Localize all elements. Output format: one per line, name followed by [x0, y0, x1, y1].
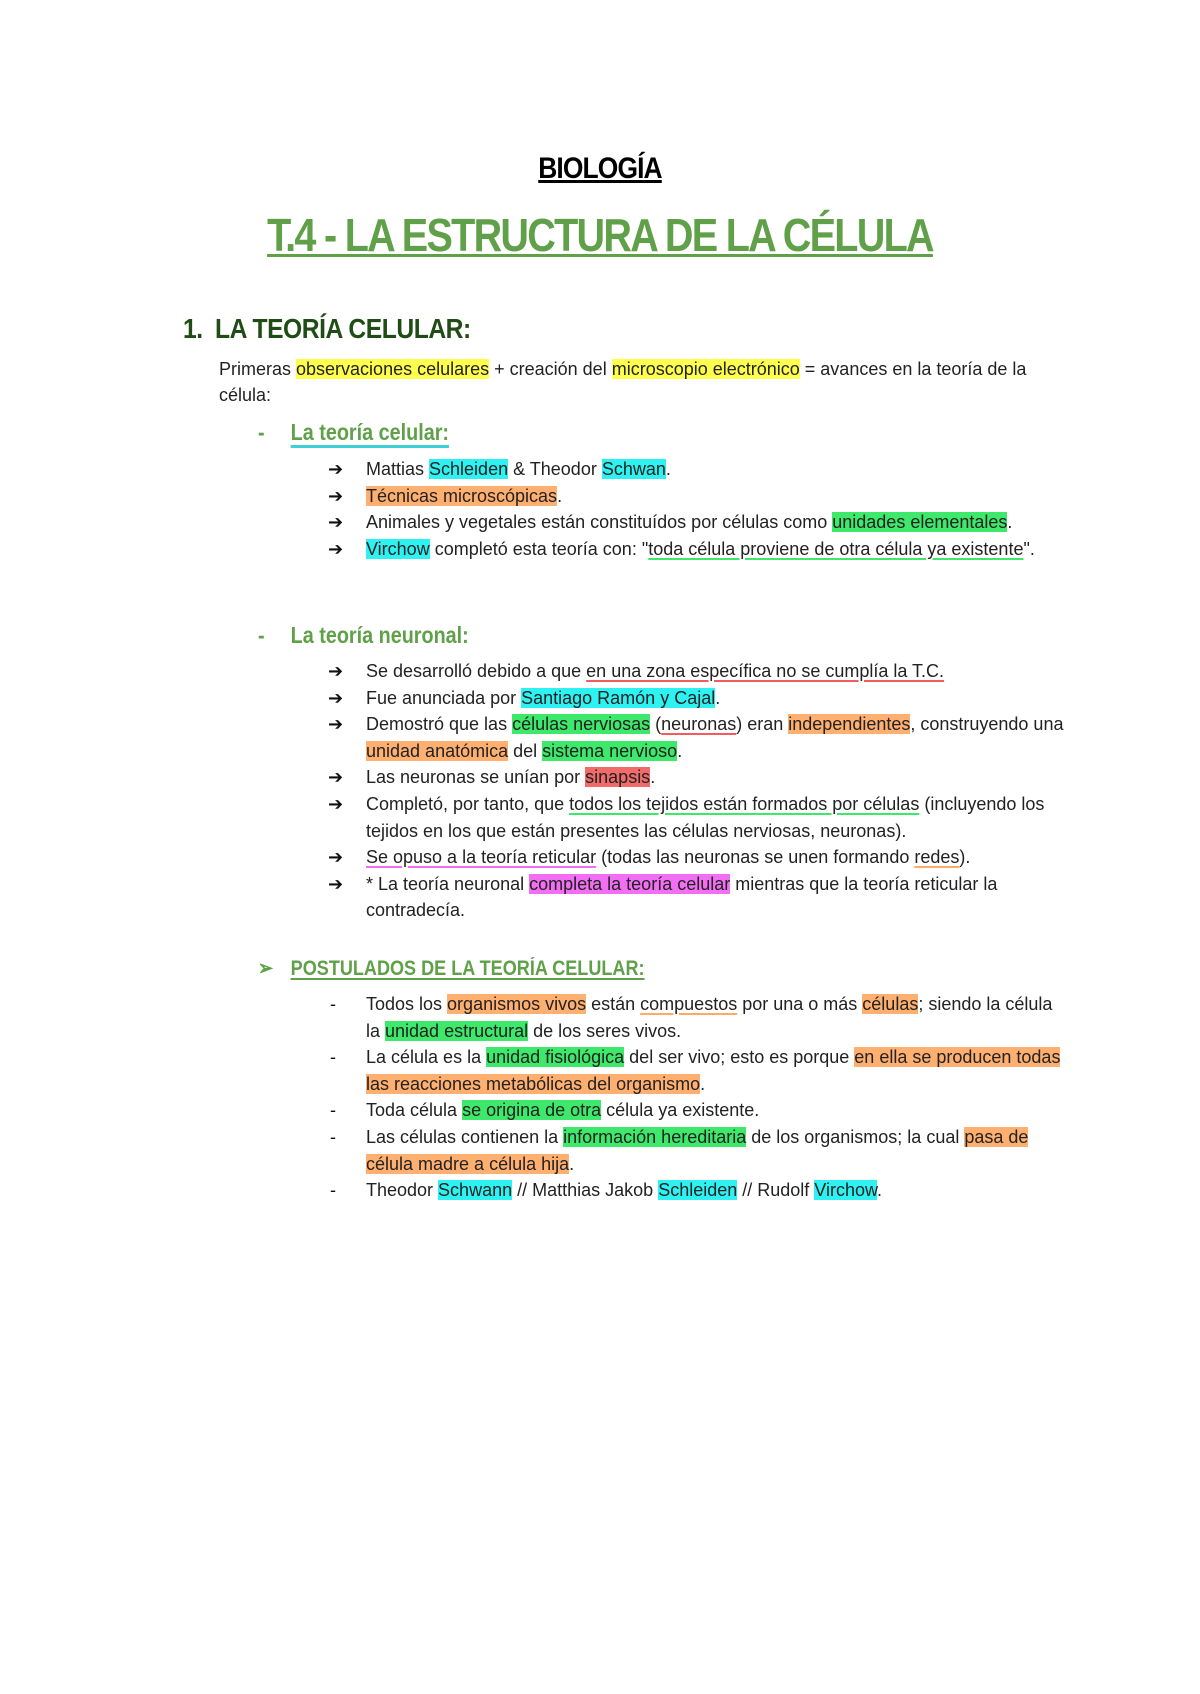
list-item: ➔ Fue anunciada por Santiago Ramón y Cajal. — [328, 685, 1068, 712]
list-item: ➔ Demostró que las células nerviosas (neuronas) eran independientes, construyendo una unidad anatómica del sistema nervioso. — [328, 711, 1068, 764]
arrow-bullet-icon: ➔ — [328, 459, 344, 479]
list-item: - La célula es la unidad fisiológica del ser vivo; esto es porque en ella se producen todas las reacciones metabólicas del organismo. — [328, 1044, 1068, 1097]
list-item: ➔ Se opuso a la teoría reticular (todas las neuronas se unen formando redes). — [328, 844, 1068, 871]
list-teoria-neuronal — [328, 658, 1068, 924]
arrow-bullet-icon: ➔ — [328, 847, 344, 868]
list-item: - Todos los organismos vivos están compuestos por una o más células; siendo la célula la unidad estructural de los seres vivos. — [328, 991, 1068, 1044]
list-postulados — [328, 991, 1068, 1204]
arrow-bullet-icon: ➔ — [328, 538, 344, 559]
list-item: - Theodor Schwann // Matthias Jakob Schleiden // Rudolf Virchow. — [328, 1177, 1068, 1204]
arrow-bullet-icon: ➔ — [328, 714, 344, 735]
arrow-bullet-icon: ➔ — [328, 512, 344, 533]
dash-bullet: - — [330, 1100, 336, 1121]
section-number: 1. — [183, 313, 203, 344]
arrow-bullet-icon: ➔ — [328, 873, 344, 894]
list-item: ➔ Técnicas microscópicas. — [328, 483, 1068, 510]
list-item: - Las células contienen la información hereditaria de los organismos; la cual pasa de célula madre a célula hija. — [328, 1124, 1068, 1177]
list-item: ➔ Animales y vegetales están constituídos por células como unidades elementales. — [328, 509, 1068, 536]
arrow-bullet-icon: ➔ — [328, 661, 344, 681]
arrow-bullet-icon: ➔ — [328, 687, 344, 708]
intro-paragraph: Primeras observaciones celulares + creación del microscopio electrónico = avances en la teoría de la célula: — [219, 359, 1027, 405]
arrow-bullet-icon: ➔ — [328, 767, 344, 788]
list-item: ➔ Se desarrolló debido a que en una zona específica no se cumplía la T.C. — [328, 658, 1068, 685]
list-item: ➔ Virchow completó esta teoría con: "toda célula proviene de otra célula ya existente". — [328, 536, 1068, 563]
arrow-bullet-icon: ➔ — [328, 793, 344, 814]
dash-bullet: - — [330, 994, 336, 1014]
arrow-bullet-icon: ➔ — [328, 485, 344, 506]
subheading-teoria-neuronal: - La teoría neuronal: — [258, 622, 469, 648]
subheading-teoria-celular: - La teoría celular: — [258, 419, 449, 445]
section-heading — [183, 313, 471, 345]
page-title: T.4 - LA ESTRUCTURA DE LA CÉLULA — [267, 209, 933, 261]
list-item: ➔ Las neuronas se unían por sinapsis. — [328, 764, 1068, 791]
dash-bullet: - — [330, 1180, 336, 1201]
subject-heading: BIOLOGÍA — [538, 152, 662, 185]
section-title: LA TEORÍA CELULAR: — [214, 313, 471, 344]
subheading-postulados: ➢ POSTULADOS DE LA TEORÍA CELULAR: — [258, 957, 645, 980]
list-item: ➔ * La teoría neuronal completa la teoría celular mientras que la teoría reticular la contradecía. — [328, 871, 1068, 924]
list-item: ➔ Mattias Schleiden & Theodor Schwan. — [328, 456, 1068, 483]
arrowhead-bullet-icon: ➢ — [258, 957, 274, 980]
dash-bullet: - — [330, 1047, 336, 1068]
dash-bullet: - — [330, 1126, 336, 1147]
list-item: - Toda célula se origina de otra célula ya existente. — [328, 1097, 1068, 1124]
list-item: ➔ Completó, por tanto, que todos los tejidos están formados por células (incluyendo los tejidos en los que están presentes las células nerviosas, neuronas). — [328, 791, 1068, 844]
list-teoria-celular — [328, 456, 1068, 562]
